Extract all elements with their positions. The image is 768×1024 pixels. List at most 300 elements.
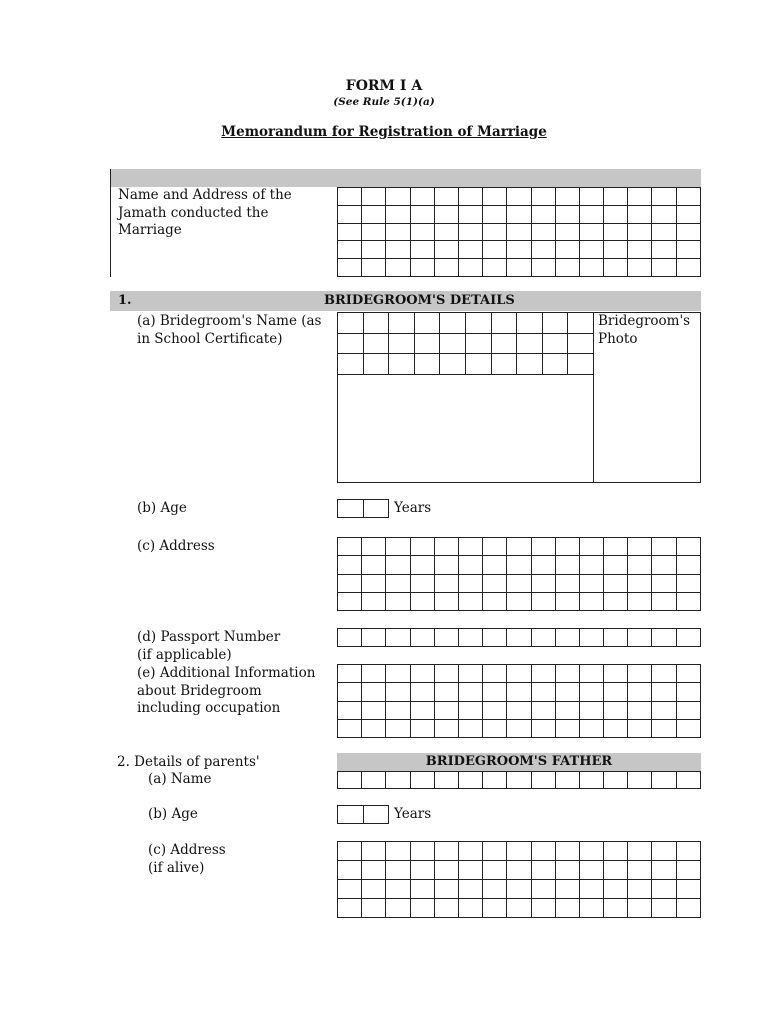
grid-cell[interactable] — [362, 683, 386, 701]
grid-cell[interactable] — [458, 880, 482, 899]
grid-cell[interactable] — [386, 538, 410, 556]
grid-cell[interactable] — [434, 701, 458, 719]
grid-cell[interactable] — [338, 205, 362, 223]
grid-cell[interactable] — [507, 899, 531, 918]
grid-cell[interactable] — [652, 665, 676, 683]
grid-cell[interactable] — [676, 259, 700, 277]
grid-cell[interactable] — [555, 592, 579, 610]
grid-cell[interactable] — [531, 719, 555, 737]
grid-cell[interactable] — [362, 629, 386, 647]
grid-cell[interactable] — [676, 592, 700, 610]
grid-cell[interactable] — [338, 241, 362, 259]
grid-cell[interactable] — [434, 861, 458, 880]
grid-cell[interactable] — [434, 899, 458, 918]
grid-cell[interactable] — [507, 592, 531, 610]
grid-cell[interactable] — [628, 556, 652, 574]
grid-cell[interactable] — [363, 333, 389, 354]
grid-cell[interactable] — [386, 861, 410, 880]
grid-cell[interactable] — [531, 241, 555, 259]
grid-cell[interactable] — [507, 772, 531, 789]
grid-cell[interactable] — [604, 683, 628, 701]
grid-cell[interactable] — [483, 574, 507, 592]
grid-cell[interactable] — [676, 880, 700, 899]
grid-cell[interactable] — [604, 861, 628, 880]
bridegroom-passport-grid[interactable] — [337, 628, 701, 647]
grid-cell[interactable] — [568, 354, 594, 375]
grid-cell[interactable] — [362, 556, 386, 574]
grid-cell[interactable] — [531, 772, 555, 789]
bridegroom-name-extra-box[interactable] — [337, 374, 594, 483]
grid-cell[interactable] — [458, 665, 482, 683]
grid-cell[interactable] — [414, 354, 440, 375]
grid-cell[interactable] — [458, 719, 482, 737]
grid-cell[interactable] — [568, 313, 594, 334]
grid-cell[interactable] — [389, 333, 415, 354]
grid-cell[interactable] — [517, 313, 543, 334]
grid-cell[interactable] — [555, 842, 579, 861]
grid-cell[interactable] — [517, 354, 543, 375]
grid-cell[interactable] — [676, 205, 700, 223]
grid-cell[interactable] — [604, 592, 628, 610]
grid-cell[interactable] — [483, 556, 507, 574]
grid-cell[interactable] — [414, 333, 440, 354]
grid-cell[interactable] — [483, 719, 507, 737]
grid-cell[interactable] — [676, 241, 700, 259]
grid-cell[interactable] — [410, 683, 434, 701]
grid-cell[interactable] — [628, 772, 652, 789]
grid-cell[interactable] — [568, 333, 594, 354]
grid-cell[interactable] — [410, 880, 434, 899]
grid-cell[interactable] — [604, 665, 628, 683]
grid-cell[interactable] — [555, 880, 579, 899]
grid-cell[interactable] — [410, 899, 434, 918]
grid-cell[interactable] — [507, 665, 531, 683]
grid-cell[interactable] — [531, 205, 555, 223]
grid-cell[interactable] — [676, 223, 700, 241]
grid-cell[interactable] — [386, 592, 410, 610]
grid-cell[interactable] — [676, 772, 700, 789]
grid-cell[interactable] — [434, 772, 458, 789]
grid-cell[interactable] — [338, 259, 362, 277]
grid-cell[interactable] — [338, 592, 362, 610]
grid-cell[interactable] — [458, 574, 482, 592]
grid-cell[interactable] — [628, 188, 652, 206]
grid-cell[interactable] — [363, 500, 389, 518]
grid-cell[interactable] — [362, 842, 386, 861]
grid-cell[interactable] — [386, 665, 410, 683]
grid-cell[interactable] — [410, 772, 434, 789]
grid-cell[interactable] — [531, 683, 555, 701]
grid-cell[interactable] — [507, 538, 531, 556]
grid-cell[interactable] — [410, 719, 434, 737]
grid-cell[interactable] — [579, 772, 603, 789]
grid-cell[interactable] — [362, 772, 386, 789]
father-age-grid[interactable] — [337, 805, 389, 824]
grid-cell[interactable] — [386, 629, 410, 647]
grid-cell[interactable] — [458, 188, 482, 206]
grid-cell[interactable] — [458, 772, 482, 789]
grid-cell[interactable] — [555, 772, 579, 789]
grid-cell[interactable] — [579, 259, 603, 277]
grid-cell[interactable] — [338, 556, 362, 574]
grid-cell[interactable] — [579, 556, 603, 574]
grid-cell[interactable] — [338, 333, 364, 354]
grid-cell[interactable] — [676, 538, 700, 556]
grid-cell[interactable] — [458, 259, 482, 277]
grid-cell[interactable] — [440, 354, 466, 375]
grid-cell[interactable] — [579, 205, 603, 223]
grid-cell[interactable] — [483, 629, 507, 647]
grid-cell[interactable] — [491, 313, 517, 334]
grid-cell[interactable] — [652, 205, 676, 223]
grid-cell[interactable] — [604, 574, 628, 592]
grid-cell[interactable] — [652, 683, 676, 701]
grid-cell[interactable] — [465, 354, 491, 375]
grid-cell[interactable] — [579, 665, 603, 683]
grid-cell[interactable] — [362, 241, 386, 259]
grid-cell[interactable] — [652, 188, 676, 206]
grid-cell[interactable] — [507, 205, 531, 223]
jamath-grid[interactable] — [337, 187, 701, 277]
grid-cell[interactable] — [483, 223, 507, 241]
grid-cell[interactable] — [531, 574, 555, 592]
grid-cell[interactable] — [458, 556, 482, 574]
grid-cell[interactable] — [652, 259, 676, 277]
grid-cell[interactable] — [531, 259, 555, 277]
grid-cell[interactable] — [507, 574, 531, 592]
grid-cell[interactable] — [604, 772, 628, 789]
grid-cell[interactable] — [363, 806, 389, 824]
grid-cell[interactable] — [458, 701, 482, 719]
grid-cell[interactable] — [555, 861, 579, 880]
grid-cell[interactable] — [362, 205, 386, 223]
grid-cell[interactable] — [676, 842, 700, 861]
grid-cell[interactable] — [507, 719, 531, 737]
grid-cell[interactable] — [458, 538, 482, 556]
grid-cell[interactable] — [362, 223, 386, 241]
grid-cell[interactable] — [434, 259, 458, 277]
grid-cell[interactable] — [579, 188, 603, 206]
grid-cell[interactable] — [410, 701, 434, 719]
grid-cell[interactable] — [434, 205, 458, 223]
grid-cell[interactable] — [363, 313, 389, 334]
grid-cell[interactable] — [483, 683, 507, 701]
grid-cell[interactable] — [483, 899, 507, 918]
grid-cell[interactable] — [507, 683, 531, 701]
grid-cell[interactable] — [579, 899, 603, 918]
grid-cell[interactable] — [507, 861, 531, 880]
grid-cell[interactable] — [542, 313, 568, 334]
grid-cell[interactable] — [434, 665, 458, 683]
grid-cell[interactable] — [338, 772, 362, 789]
grid-cell[interactable] — [410, 556, 434, 574]
father-name-grid[interactable] — [337, 771, 701, 789]
grid-cell[interactable] — [507, 188, 531, 206]
grid-cell[interactable] — [338, 701, 362, 719]
grid-cell[interactable] — [386, 205, 410, 223]
grid-cell[interactable] — [628, 205, 652, 223]
grid-cell[interactable] — [483, 592, 507, 610]
grid-cell[interactable] — [652, 223, 676, 241]
grid-cell[interactable] — [579, 880, 603, 899]
grid-cell[interactable] — [338, 500, 364, 518]
grid-cell[interactable] — [338, 880, 362, 899]
grid-cell[interactable] — [507, 701, 531, 719]
grid-cell[interactable] — [555, 188, 579, 206]
grid-cell[interactable] — [414, 313, 440, 334]
grid-cell[interactable] — [386, 772, 410, 789]
grid-cell[interactable] — [604, 842, 628, 861]
grid-cell[interactable] — [410, 592, 434, 610]
grid-cell[interactable] — [604, 556, 628, 574]
grid-cell[interactable] — [555, 223, 579, 241]
grid-cell[interactable] — [652, 772, 676, 789]
grid-cell[interactable] — [531, 538, 555, 556]
grid-cell[interactable] — [363, 354, 389, 375]
grid-cell[interactable] — [362, 701, 386, 719]
grid-cell[interactable] — [555, 259, 579, 277]
grid-cell[interactable] — [338, 683, 362, 701]
grid-cell[interactable] — [483, 259, 507, 277]
grid-cell[interactable] — [362, 899, 386, 918]
grid-cell[interactable] — [676, 683, 700, 701]
grid-cell[interactable] — [434, 842, 458, 861]
grid-cell[interactable] — [483, 538, 507, 556]
grid-cell[interactable] — [531, 842, 555, 861]
grid-cell[interactable] — [386, 899, 410, 918]
grid-cell[interactable] — [628, 861, 652, 880]
grid-cell[interactable] — [338, 861, 362, 880]
grid-cell[interactable] — [652, 880, 676, 899]
grid-cell[interactable] — [579, 223, 603, 241]
grid-cell[interactable] — [410, 188, 434, 206]
bridegroom-name-grid[interactable] — [337, 312, 594, 375]
grid-cell[interactable] — [628, 880, 652, 899]
grid-cell[interactable] — [434, 683, 458, 701]
grid-cell[interactable] — [410, 574, 434, 592]
grid-cell[interactable] — [434, 188, 458, 206]
grid-cell[interactable] — [652, 899, 676, 918]
grid-cell[interactable] — [338, 313, 364, 334]
grid-cell[interactable] — [507, 880, 531, 899]
grid-cell[interactable] — [604, 880, 628, 899]
grid-cell[interactable] — [338, 806, 364, 824]
grid-cell[interactable] — [579, 574, 603, 592]
grid-cell[interactable] — [531, 188, 555, 206]
grid-cell[interactable] — [676, 665, 700, 683]
grid-cell[interactable] — [628, 665, 652, 683]
grid-cell[interactable] — [483, 188, 507, 206]
grid-cell[interactable] — [362, 538, 386, 556]
grid-cell[interactable] — [338, 842, 362, 861]
grid-cell[interactable] — [389, 354, 415, 375]
grid-cell[interactable] — [628, 899, 652, 918]
grid-cell[interactable] — [676, 574, 700, 592]
grid-cell[interactable] — [389, 313, 415, 334]
grid-cell[interactable] — [676, 701, 700, 719]
grid-cell[interactable] — [491, 354, 517, 375]
grid-cell[interactable] — [579, 683, 603, 701]
grid-cell[interactable] — [676, 556, 700, 574]
grid-cell[interactable] — [652, 592, 676, 610]
grid-cell[interactable] — [579, 538, 603, 556]
grid-cell[interactable] — [531, 701, 555, 719]
grid-cell[interactable] — [338, 629, 362, 647]
grid-cell[interactable] — [579, 719, 603, 737]
grid-cell[interactable] — [434, 719, 458, 737]
grid-cell[interactable] — [386, 556, 410, 574]
grid-cell[interactable] — [440, 313, 466, 334]
grid-cell[interactable] — [628, 538, 652, 556]
grid-cell[interactable] — [507, 842, 531, 861]
grid-cell[interactable] — [458, 241, 482, 259]
grid-cell[interactable] — [386, 223, 410, 241]
grid-cell[interactable] — [531, 592, 555, 610]
grid-cell[interactable] — [386, 259, 410, 277]
grid-cell[interactable] — [604, 205, 628, 223]
grid-cell[interactable] — [604, 538, 628, 556]
grid-cell[interactable] — [531, 861, 555, 880]
grid-cell[interactable] — [628, 574, 652, 592]
grid-cell[interactable] — [338, 899, 362, 918]
grid-cell[interactable] — [604, 629, 628, 647]
grid-cell[interactable] — [410, 842, 434, 861]
grid-cell[interactable] — [338, 223, 362, 241]
bridegroom-age-grid[interactable] — [337, 499, 389, 518]
grid-cell[interactable] — [604, 701, 628, 719]
grid-cell[interactable] — [338, 719, 362, 737]
grid-cell[interactable] — [386, 683, 410, 701]
grid-cell[interactable] — [579, 592, 603, 610]
grid-cell[interactable] — [579, 701, 603, 719]
grid-cell[interactable] — [676, 188, 700, 206]
grid-cell[interactable] — [458, 205, 482, 223]
grid-cell[interactable] — [362, 188, 386, 206]
grid-cell[interactable] — [458, 223, 482, 241]
grid-cell[interactable] — [440, 333, 466, 354]
grid-cell[interactable] — [458, 899, 482, 918]
grid-cell[interactable] — [555, 205, 579, 223]
grid-cell[interactable] — [434, 241, 458, 259]
grid-cell[interactable] — [483, 772, 507, 789]
grid-cell[interactable] — [676, 861, 700, 880]
grid-cell[interactable] — [628, 842, 652, 861]
grid-cell[interactable] — [604, 899, 628, 918]
grid-cell[interactable] — [604, 259, 628, 277]
grid-cell[interactable] — [507, 241, 531, 259]
grid-cell[interactable] — [458, 629, 482, 647]
grid-cell[interactable] — [458, 842, 482, 861]
grid-cell[interactable] — [555, 556, 579, 574]
grid-cell[interactable] — [604, 241, 628, 259]
grid-cell[interactable] — [652, 842, 676, 861]
bridegroom-additional-grid[interactable] — [337, 664, 701, 738]
grid-cell[interactable] — [386, 188, 410, 206]
grid-cell[interactable] — [410, 259, 434, 277]
grid-cell[interactable] — [555, 629, 579, 647]
grid-cell[interactable] — [483, 665, 507, 683]
grid-cell[interactable] — [579, 629, 603, 647]
grid-cell[interactable] — [542, 333, 568, 354]
grid-cell[interactable] — [604, 719, 628, 737]
grid-cell[interactable] — [338, 574, 362, 592]
grid-cell[interactable] — [483, 842, 507, 861]
grid-cell[interactable] — [483, 205, 507, 223]
grid-cell[interactable] — [628, 683, 652, 701]
grid-cell[interactable] — [652, 719, 676, 737]
grid-cell[interactable] — [507, 556, 531, 574]
grid-cell[interactable] — [628, 259, 652, 277]
grid-cell[interactable] — [434, 556, 458, 574]
grid-cell[interactable] — [507, 259, 531, 277]
grid-cell[interactable] — [652, 241, 676, 259]
grid-cell[interactable] — [542, 354, 568, 375]
grid-cell[interactable] — [507, 223, 531, 241]
grid-cell[interactable] — [531, 899, 555, 918]
grid-cell[interactable] — [458, 592, 482, 610]
grid-cell[interactable] — [465, 333, 491, 354]
grid-cell[interactable] — [483, 241, 507, 259]
grid-cell[interactable] — [386, 719, 410, 737]
grid-cell[interactable] — [386, 574, 410, 592]
grid-cell[interactable] — [555, 538, 579, 556]
grid-cell[interactable] — [338, 665, 362, 683]
grid-cell[interactable] — [434, 629, 458, 647]
grid-cell[interactable] — [507, 629, 531, 647]
grid-cell[interactable] — [410, 241, 434, 259]
grid-cell[interactable] — [555, 683, 579, 701]
grid-cell[interactable] — [483, 861, 507, 880]
grid-cell[interactable] — [628, 719, 652, 737]
grid-cell[interactable] — [491, 333, 517, 354]
grid-cell[interactable] — [483, 701, 507, 719]
grid-cell[interactable] — [434, 880, 458, 899]
grid-cell[interactable] — [652, 538, 676, 556]
grid-cell[interactable] — [531, 665, 555, 683]
grid-cell[interactable] — [362, 574, 386, 592]
grid-cell[interactable] — [386, 880, 410, 899]
grid-cell[interactable] — [652, 629, 676, 647]
grid-cell[interactable] — [362, 665, 386, 683]
grid-cell[interactable] — [434, 592, 458, 610]
grid-cell[interactable] — [676, 899, 700, 918]
grid-cell[interactable] — [465, 313, 491, 334]
grid-cell[interactable] — [579, 241, 603, 259]
grid-cell[interactable] — [362, 719, 386, 737]
grid-cell[interactable] — [434, 574, 458, 592]
grid-cell[interactable] — [555, 701, 579, 719]
grid-cell[interactable] — [676, 629, 700, 647]
grid-cell[interactable] — [628, 241, 652, 259]
grid-cell[interactable] — [555, 899, 579, 918]
grid-cell[interactable] — [410, 223, 434, 241]
grid-cell[interactable] — [652, 701, 676, 719]
grid-cell[interactable] — [386, 842, 410, 861]
grid-cell[interactable] — [628, 701, 652, 719]
grid-cell[interactable] — [604, 188, 628, 206]
grid-cell[interactable] — [434, 538, 458, 556]
grid-cell[interactable] — [338, 538, 362, 556]
grid-cell[interactable] — [386, 241, 410, 259]
grid-cell[interactable] — [362, 592, 386, 610]
grid-cell[interactable] — [362, 861, 386, 880]
grid-cell[interactable] — [362, 259, 386, 277]
grid-cell[interactable] — [628, 629, 652, 647]
grid-cell[interactable] — [531, 223, 555, 241]
grid-cell[interactable] — [676, 719, 700, 737]
grid-cell[interactable] — [555, 665, 579, 683]
grid-cell[interactable] — [410, 205, 434, 223]
